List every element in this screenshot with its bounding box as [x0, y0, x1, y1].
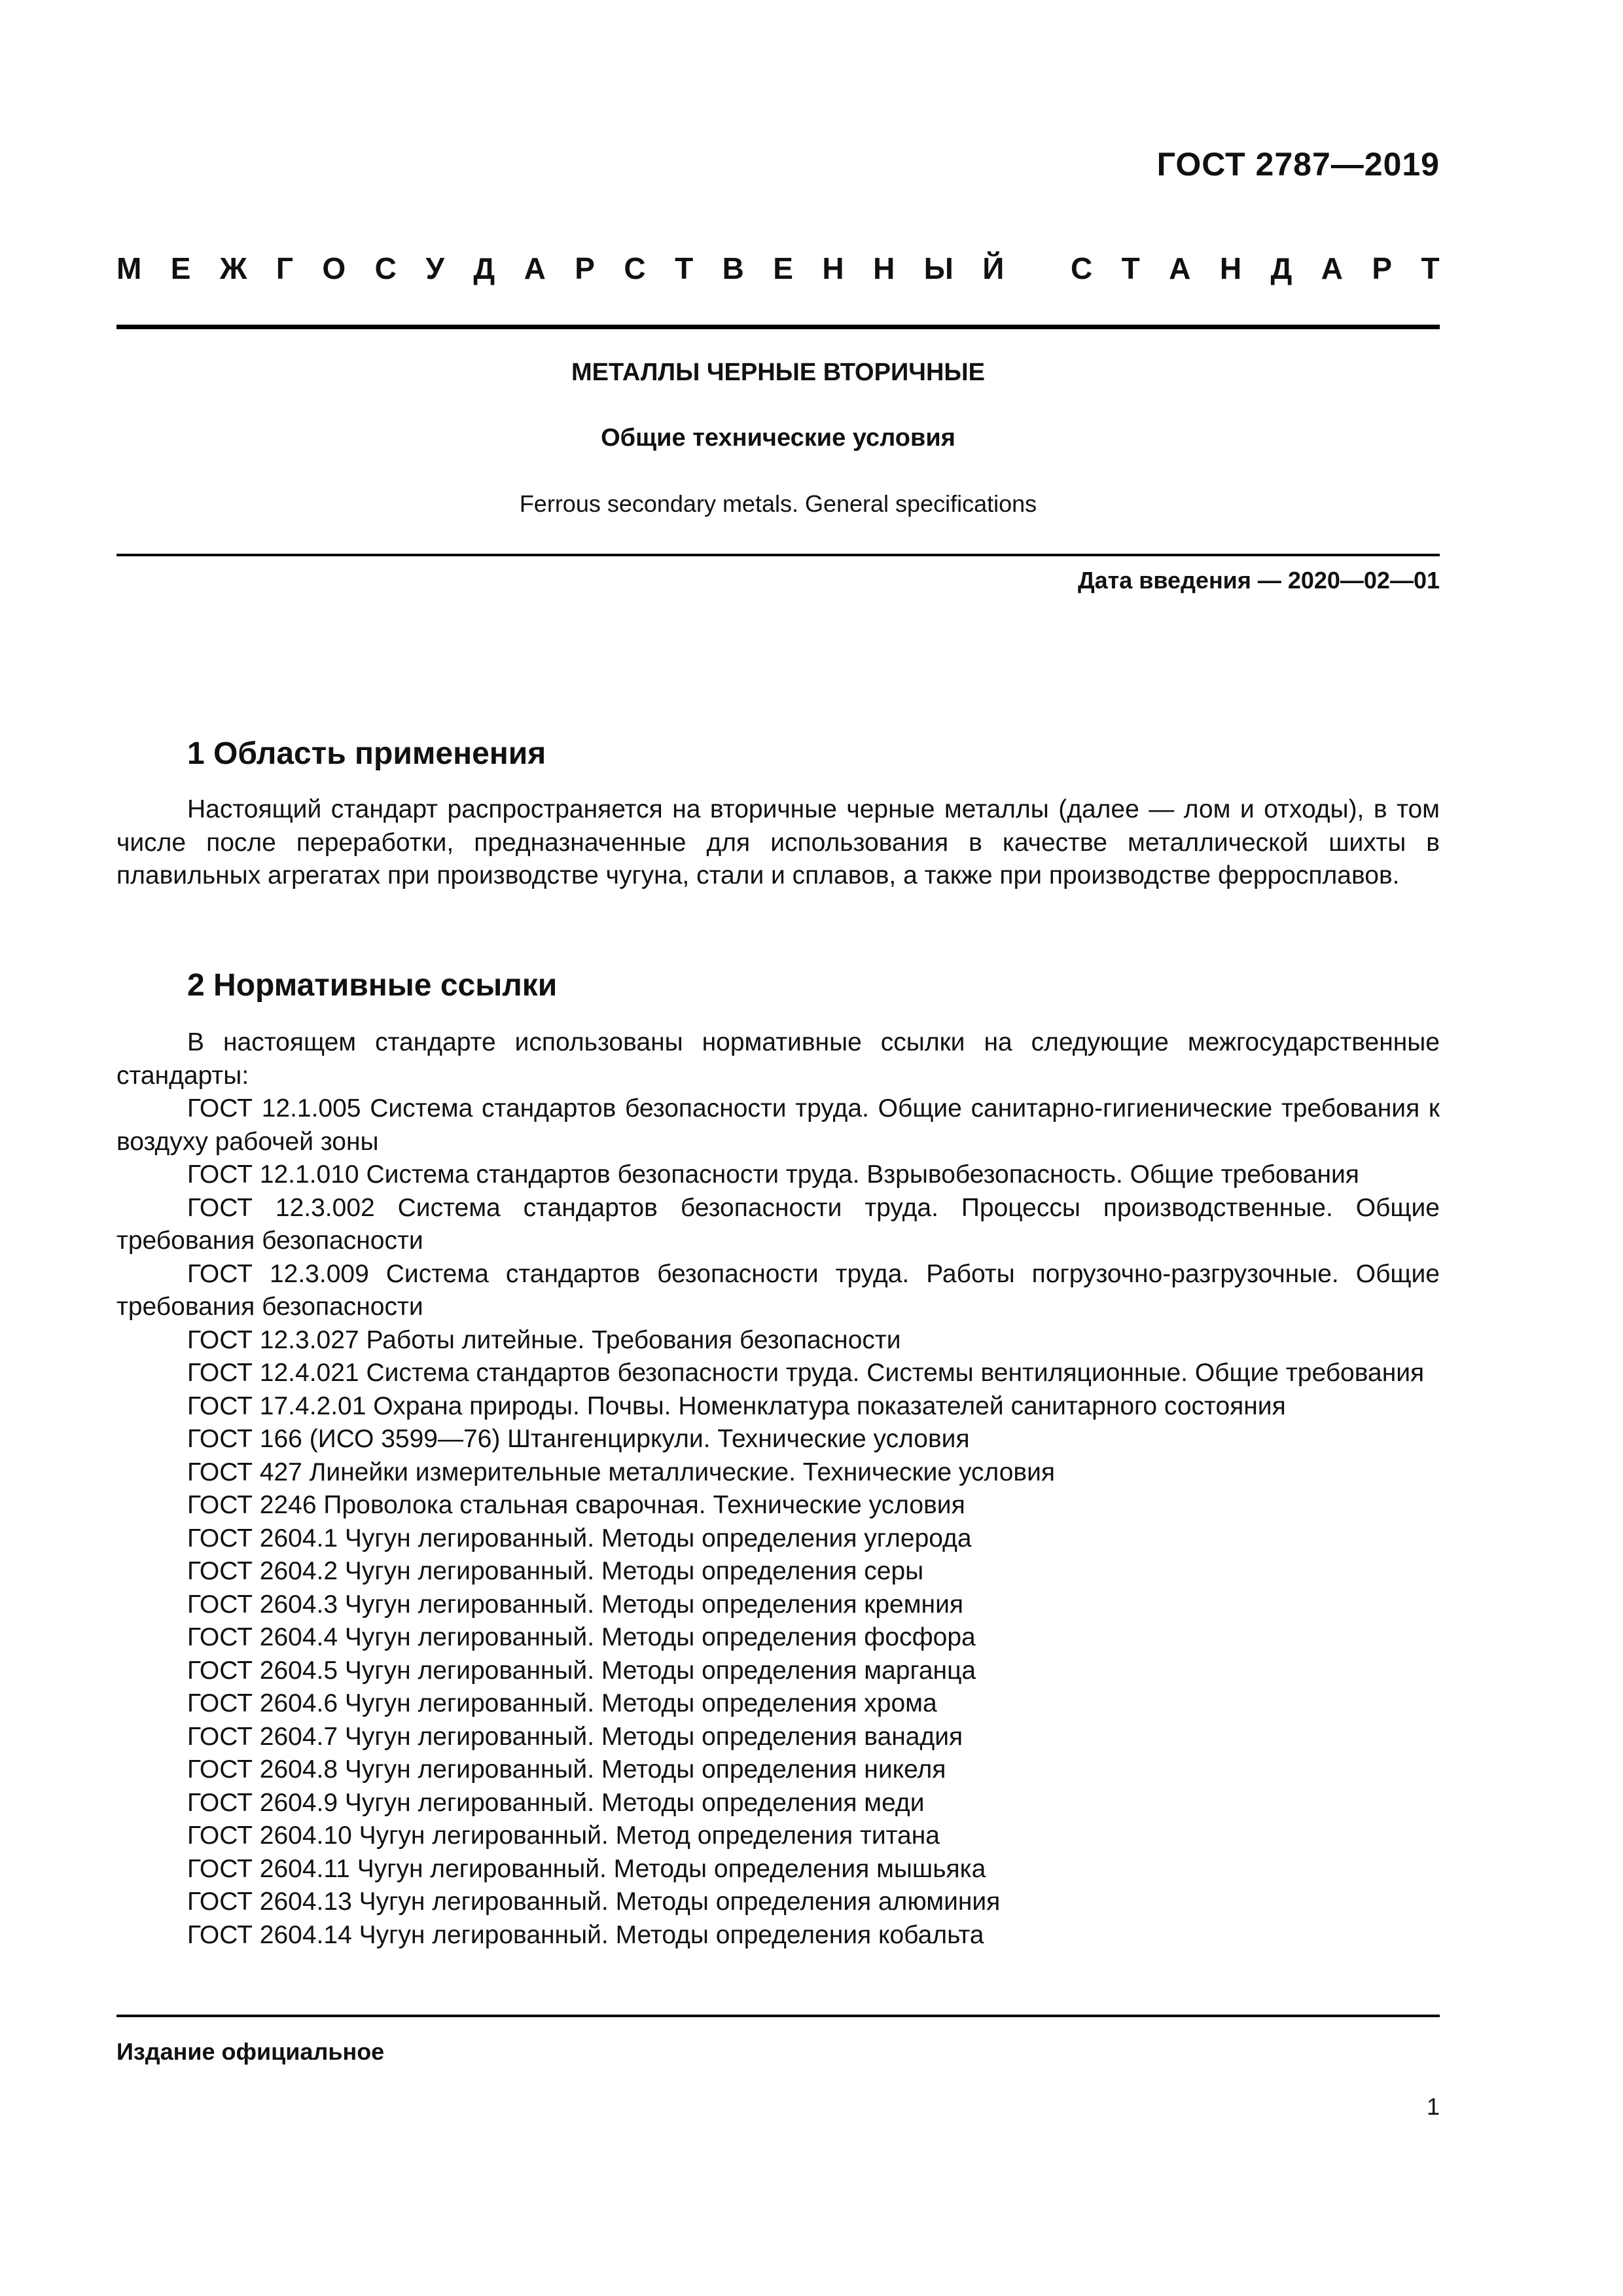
reference-title: Чугун легированный. Методы определения марганца	[344, 1656, 976, 1685]
reference-list	[116, 1092, 1440, 1952]
reference-title: Чугун легированный. Методы определения ванадия	[344, 1722, 963, 1751]
footer-divider	[116, 2015, 1440, 2017]
reference-code: ГОСТ 166	[187, 1425, 302, 1453]
section-1-paragraph: Настоящий стандарт распространяется на вторичные черные металлы (далее — лом и отходы), в том числе после переработки, предназначенные для использования в качестве металлической шихты в плавильных агрегатах при производстве чугуна, стали и сплавов, а также при производстве ферросплавов.	[116, 795, 1440, 889]
reference-item	[116, 1555, 1440, 1588]
interstate-letter: Т	[1421, 251, 1440, 285]
reference-item	[116, 1489, 1440, 1522]
reference-title: Работы литейные. Требования безопасности	[366, 1325, 901, 1354]
reference-item	[116, 1621, 1440, 1655]
reference-code: ГОСТ 12.3.009	[187, 1259, 369, 1288]
page-number: 1	[1426, 2093, 1440, 2120]
english-title: Ferrous secondary metals. General specifications	[519, 490, 1037, 517]
reference-item	[116, 1919, 1440, 1952]
interstate-letter: Р	[1372, 251, 1393, 285]
interstate-letter: С	[374, 251, 397, 285]
section-1-heading: 1 Область применения	[187, 736, 546, 771]
reference-code: ГОСТ 427	[187, 1458, 302, 1486]
reference-item	[116, 1092, 1440, 1158]
reference-item	[116, 1820, 1440, 1853]
reference-title: Чугун легированный. Методы определения алюминия	[359, 1888, 1001, 1916]
reference-title: Линейки измерительные металлические. Технические условия	[309, 1458, 1056, 1486]
reference-title: Чугун легированный. Методы определения кобальта	[359, 1920, 984, 1949]
reference-item	[116, 1423, 1440, 1456]
interstate-standard-heading	[116, 250, 1440, 287]
interstate-letter: Т	[1121, 251, 1140, 285]
reference-code: ГОСТ 2604.9	[187, 1788, 338, 1817]
reference-item	[116, 1753, 1440, 1787]
interstate-word-gap	[1033, 250, 1042, 287]
reference-title: Система стандартов безопасности труда. Системы вентиляционные. Общие требования	[366, 1359, 1425, 1387]
reference-item	[116, 1721, 1440, 1754]
reference-title: Система стандартов безопасности труда. Взрывобезопасность. Общие требования	[366, 1160, 1359, 1189]
reference-code: ГОСТ 12.1.010	[187, 1160, 359, 1189]
reference-item	[116, 1886, 1440, 1919]
interstate-letter: Е	[773, 251, 793, 285]
interstate-letter: Н	[873, 251, 895, 285]
reference-code: ГОСТ 2604.5	[187, 1656, 338, 1685]
interstate-letter: А	[524, 251, 546, 285]
reference-item	[116, 1787, 1440, 1820]
interstate-letter: Г	[276, 251, 293, 285]
reference-code: ГОСТ 12.3.002	[187, 1193, 375, 1222]
reference-code: ГОСТ 17.4.2.01	[187, 1391, 366, 1420]
interstate-letter: Н	[1219, 251, 1242, 285]
reference-title: Система стандартов безопасности труда. Общие санитарно-гигиенические требования к воздуху рабочей зоны	[116, 1094, 1440, 1156]
reference-title: Чугун легированный. Методы определения мышьяка	[357, 1854, 986, 1883]
document-number: ГОСТ 2787—2019	[1156, 146, 1440, 183]
introduction-date: Дата введения — 2020—02—01	[1077, 567, 1440, 594]
reference-code: ГОСТ 2604.2	[187, 1557, 338, 1585]
interstate-letter: В	[722, 251, 744, 285]
interstate-letter: Й	[982, 251, 1005, 285]
interstate-letter: Р	[575, 251, 595, 285]
reference-code: ГОСТ 2604.1	[187, 1524, 338, 1552]
reference-item	[116, 1588, 1440, 1622]
reference-code: ГОСТ 2604.13	[187, 1888, 352, 1916]
reference-title: Чугун легированный. Методы определения углерода	[344, 1524, 972, 1552]
reference-item	[116, 1158, 1440, 1192]
reference-item	[116, 1522, 1440, 1556]
reference-title: Чугун легированный. Методы определения меди	[344, 1788, 925, 1817]
reference-code: ГОСТ 2604.4	[187, 1623, 338, 1651]
reference-title: Охрана природы. Почвы. Номенклатура показателей санитарного состояния	[373, 1391, 1286, 1420]
interstate-letter: Е	[170, 251, 191, 285]
reference-title: Чугун легированный. Методы определения фосфора	[344, 1623, 976, 1651]
reference-title: Чугун легированный. Методы определения кремния	[344, 1590, 963, 1619]
interstate-letter: Н	[822, 251, 844, 285]
reference-title: Проволока стальная сварочная. Технические условия	[323, 1491, 965, 1519]
edition-label: Издание официальное	[116, 2038, 385, 2065]
interstate-letter: Ы	[923, 251, 954, 285]
reference-item	[116, 1655, 1440, 1688]
reference-item	[116, 1324, 1440, 1357]
interstate-letter: У	[425, 251, 444, 285]
header-divider	[116, 325, 1440, 329]
section-2-intro: В настоящем стандарте использованы нормативные ссылки на следующие межгосударственные стандарты:	[116, 1028, 1440, 1090]
reference-code: ГОСТ 12.3.027	[187, 1325, 359, 1354]
interstate-letter: Ж	[219, 251, 247, 285]
reference-item	[116, 1390, 1440, 1424]
reference-title: Чугун легированный. Методы определения никеля	[344, 1755, 946, 1784]
reference-code: ГОСТ 2604.6	[187, 1689, 338, 1717]
reference-title: Чугун легированный. Методы определения серы	[344, 1557, 924, 1585]
document-title: МЕТАЛЛЫ ЧЕРНЫЕ ВТОРИЧНЫЕ	[571, 359, 985, 386]
reference-title: (ИСО 3599—76) Штангенциркули. Технические условия	[309, 1425, 970, 1453]
reference-code: ГОСТ 2604.3	[187, 1590, 338, 1619]
interstate-letter: М	[116, 251, 142, 285]
reference-title: Система стандартов безопасности труда. Процессы производственные. Общие требования безопасности	[116, 1193, 1440, 1255]
reference-item	[116, 1357, 1440, 1390]
interstate-letter: С	[1070, 251, 1093, 285]
reference-item	[116, 1456, 1440, 1490]
interstate-letter: А	[1169, 251, 1191, 285]
reference-code: ГОСТ 12.1.005	[187, 1094, 361, 1122]
document-subtitle: Общие технические условия	[601, 424, 955, 452]
interstate-letter: С	[624, 251, 646, 285]
section-2-body	[116, 1026, 1440, 1952]
reference-item	[116, 1258, 1440, 1324]
reference-title: Чугун легированный. Методы определения хрома	[344, 1689, 937, 1717]
reference-code: ГОСТ 2604.10	[187, 1821, 352, 1850]
reference-code: ГОСТ 2246	[187, 1491, 317, 1519]
reference-code: ГОСТ 2604.11	[187, 1854, 350, 1883]
reference-code: ГОСТ 2604.7	[187, 1722, 338, 1751]
reference-title: Система стандартов безопасности труда. Работы погрузочно-разгрузочные. Общие требования безопасности	[116, 1259, 1440, 1321]
reference-title: Чугун легированный. Метод определения титана	[359, 1821, 940, 1850]
section-1-body	[116, 793, 1440, 893]
interstate-letter: О	[322, 251, 346, 285]
reference-code: ГОСТ 2604.8	[187, 1755, 338, 1784]
interstate-letter: А	[1321, 251, 1343, 285]
title-divider	[116, 554, 1440, 556]
reference-code: ГОСТ 12.4.021	[187, 1359, 359, 1387]
interstate-letter: Т	[675, 251, 694, 285]
reference-item	[116, 1687, 1440, 1721]
interstate-letter: Д	[473, 251, 495, 285]
reference-item	[116, 1192, 1440, 1258]
section-2-heading: 2 Нормативные ссылки	[187, 968, 558, 1003]
interstate-letter: Д	[1270, 251, 1293, 285]
reference-code: ГОСТ 2604.14	[187, 1920, 352, 1949]
reference-item	[116, 1853, 1440, 1886]
